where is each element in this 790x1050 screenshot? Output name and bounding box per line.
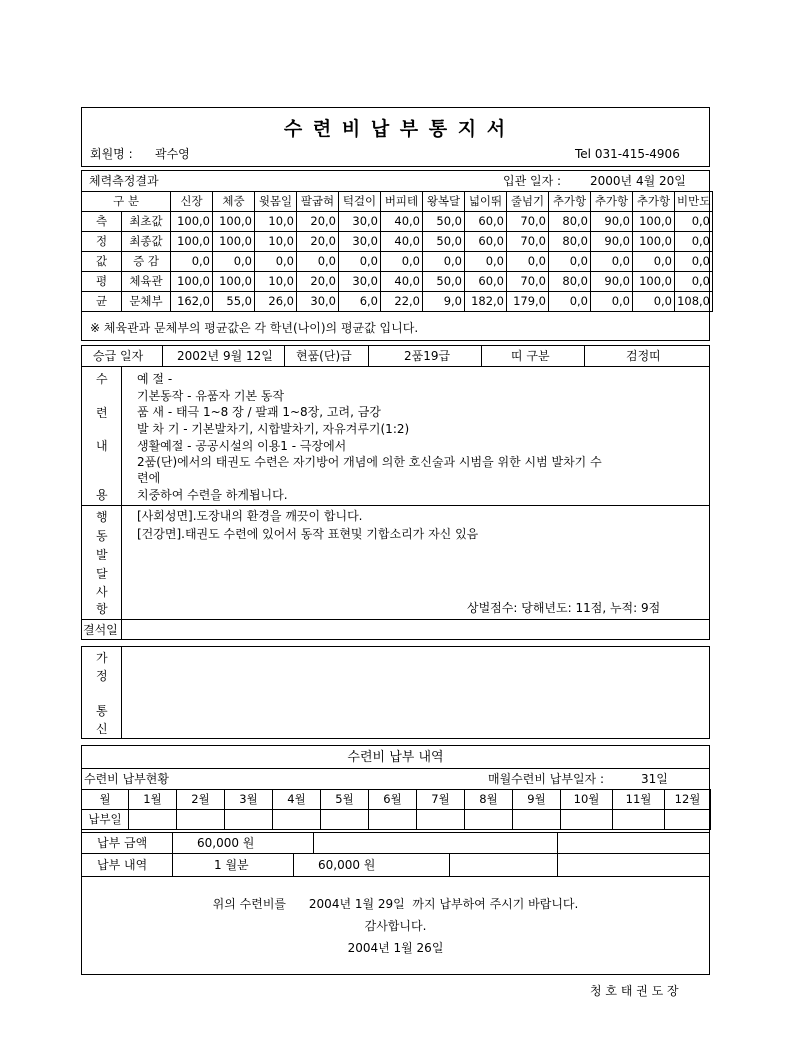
cell: 0,0 [255,252,297,272]
cell: 108,0 [675,292,713,312]
month-cell: 8월 [465,790,513,810]
cell: 179,0 [507,292,549,312]
cell: 55,0 [213,292,255,312]
month-table [81,789,711,830]
home-side-char: 가 [96,651,108,665]
cell: 100,0 [633,272,675,292]
cell: 90,0 [591,272,633,292]
entry-date-label: 입관 일자 : [503,174,562,188]
promotion-date-label: 승급 일자 [93,349,144,363]
home-side-char: 신 [96,722,108,736]
cell: 10,0 [255,232,297,252]
cell: 22,0 [381,292,423,312]
behavior-side-char: 행 [96,510,108,524]
month-cell: 4월 [273,790,321,810]
month-cell: 9월 [513,790,561,810]
paid-day-row [82,810,711,830]
cell: 0,0 [549,292,591,312]
col-header: 추가항 [633,192,675,212]
cell: 0,0 [675,232,713,252]
fitness-row-2 [82,252,713,272]
month-cell: 12월 [665,790,711,810]
behavior-side-char: 동 [96,529,108,543]
cell: 20,0 [297,212,339,232]
behavior-side-char: 사 [96,585,108,599]
paid-day-cell [417,810,465,830]
cell: 0,0 [297,252,339,272]
paid-day-cell [177,810,225,830]
paid-day-cell [665,810,711,830]
content-line: 생활예절 - 공공시설의 이용1 - 극장에서 [137,439,347,453]
member-label: 회원명 : [90,147,133,161]
cell: 30,0 [339,272,381,292]
col-header: 윗몸일 [255,192,297,212]
month-cell: 2월 [177,790,225,810]
cell: 0,0 [339,252,381,272]
col-header: 턱걸이 [339,192,381,212]
cell: 10,0 [255,212,297,232]
content-line: 2품(단)에서의 태권도 수련은 자기방어 개념에 의한 호신술과 시범을 위한 시범 발차기 수 [137,455,602,469]
row-label: 최종값 [122,232,171,252]
month-cell: 1월 [129,790,177,810]
category-header: 구 분 [82,192,171,212]
cell: 80,0 [549,232,591,252]
col-header: 줄넘기 [507,192,549,212]
cell: 0,0 [675,272,713,292]
home-communication-section [81,646,710,739]
cell: 80,0 [549,272,591,292]
cell: 0,0 [633,292,675,312]
cell: 70,0 [507,232,549,252]
month-cell: 3월 [225,790,273,810]
payment-notice: 위의 수련비를 2004년 1월 29일 까지 납부하여 주시기 바랍니다. [212,897,579,911]
content-line: 예 절 - [137,372,173,386]
cell: 0,0 [675,252,713,272]
col-header: 비만도 [675,192,713,212]
fitness-header-row [82,192,713,212]
payment-status-label: 수련비 납부현황 [84,772,169,786]
col-header: 추가항 [591,192,633,212]
fitness-row-3 [82,272,713,292]
cell: 0,0 [213,252,255,272]
paid-day-cell [465,810,513,830]
cell: 0,0 [591,252,633,272]
fitness-note: ※ 체육관과 문체부의 평균값은 각 학년(나이)의 평균값 입니다. [90,321,419,335]
cell: 162,0 [171,292,213,312]
member-name: 곽수영 [155,147,190,161]
cell: 70,0 [507,272,549,292]
cell: 40,0 [381,272,423,292]
group-avg-char: 균 [82,292,122,312]
cell: 70,0 [507,212,549,232]
cell: 10,0 [255,272,297,292]
monthly-due-label: 매월수련비 납부일자 : [488,772,605,786]
cell: 60,0 [465,212,507,232]
fitness-table [81,191,713,312]
paid-day-cell [225,810,273,830]
detail-month: 1 월분 [214,858,249,872]
month-header-row [82,790,711,810]
fitness-section-title: 체력측정결과 [89,174,159,188]
paid-day-cell [273,810,321,830]
score-summary: 상벌점수: 당해년도: 11점, 누적: 9점 [467,601,661,615]
col-header: 팔굽혀 [297,192,339,212]
cell: 100,0 [213,212,255,232]
col-header: 버피테 [381,192,423,212]
home-side-char: 통 [96,704,108,718]
behavior-side-char: 달 [96,567,108,581]
cell: 9,0 [423,292,465,312]
paid-day-cell [513,810,561,830]
phone-number: Tel 031-415-4906 [575,147,680,161]
row-label: 증 감 [122,252,171,272]
col-header: 체중 [213,192,255,212]
cell: 0,0 [507,252,549,272]
cell: 60,0 [465,272,507,292]
amount-value: 60,000 원 [197,836,255,850]
content-line: 발 차 기 - 기본발차기, 시합발차기, 자유겨루기(1:2) [137,422,410,436]
month-cell: 6월 [369,790,417,810]
detail-label: 납부 내역 [97,858,148,872]
cell: 40,0 [381,212,423,232]
paid-day-cell [129,810,177,830]
cell: 60,0 [465,232,507,252]
cell: 0,0 [171,252,213,272]
detail-amount: 60,000 원 [318,858,376,872]
col-header: 넓이뛰 [465,192,507,212]
cell: 30,0 [339,212,381,232]
paid-day-cell [561,810,613,830]
cell: 30,0 [297,292,339,312]
cell: 100,0 [633,212,675,232]
behavior-side-char: 항 [96,602,108,616]
cell: 100,0 [171,232,213,252]
group-measure-char: 측 [82,212,122,232]
content-line: 치중하여 수련을 하게됩니다. [137,488,288,502]
document-title: 수 련 비 납 부 통 지 서 [283,118,508,140]
behavior-side-char: 발 [96,548,108,562]
cell: 100,0 [633,232,675,252]
cell: 0,0 [675,212,713,232]
amount-label: 납부 금액 [97,836,148,850]
paid-day-cell [321,810,369,830]
cell: 0,0 [423,252,465,272]
fitness-row-0 [82,212,713,232]
current-rank-label: 현품(단)급 [296,349,352,363]
col-header: 추가항 [549,192,591,212]
col-header: 왕복달 [423,192,465,212]
cell: 100,0 [171,272,213,292]
absence-label: 결석일 [83,623,118,637]
cell: 0,0 [591,292,633,312]
cell: 0,0 [381,252,423,272]
row-label: 최초값 [122,212,171,232]
content-side-char: 수 [96,372,108,386]
thanks-text: 감사합니다. [364,919,427,933]
month-header: 월 [82,790,129,810]
belt-value: 검정띠 [626,349,661,363]
cell: 100,0 [213,232,255,252]
cell: 0,0 [549,252,591,272]
content-line: 품 새 - 태극 1~8 장 / 팔괘 1~8장, 고려, 금강 [137,405,381,419]
content-line: 기본동작 - 유품자 기본 동작 [137,389,285,403]
school-name: 청 호 태 권 도 장 [590,984,679,998]
paid-day-label: 납부일 [82,810,129,830]
notice-date: 2004년 1월 26일 [347,941,444,955]
month-cell: 11월 [613,790,665,810]
entry-date: 2000년 4월 20일 [590,174,686,188]
col-header: 신장 [171,192,213,212]
cell: 50,0 [423,232,465,252]
paid-day-cell [369,810,417,830]
monthly-due-day: 31일 [641,772,668,786]
cell: 20,0 [297,232,339,252]
fitness-row-4 [82,292,713,312]
cell: 0,0 [465,252,507,272]
row-label: 체육관 [122,272,171,292]
behavior-line: [건강면].태권도 수련에 있어서 동작 표현및 기합소리가 자신 있음 [137,527,479,541]
behavior-line: [사회성면].도장내의 환경을 깨끗이 합니다. [137,509,363,523]
month-cell: 5월 [321,790,369,810]
group-avg-char: 평 [82,272,122,292]
payment-title: 수련비 납부 내역 [347,750,444,765]
group-measure-char: 정 [82,232,122,252]
content-side-char: 련 [96,406,108,420]
promotion-date: 2002년 9월 12일 [177,349,273,363]
current-rank: 2품19급 [404,349,451,363]
cell: 50,0 [423,212,465,232]
home-side-char: 정 [96,669,108,683]
content-line: 련에 [137,471,161,485]
cell: 6,0 [339,292,381,312]
fitness-row-1 [82,232,713,252]
cell: 0,0 [633,252,675,272]
cell: 182,0 [465,292,507,312]
cell: 30,0 [339,232,381,252]
content-side-char: 용 [96,488,108,502]
cell: 40,0 [381,232,423,252]
content-side-char: 내 [96,439,108,453]
month-cell: 7월 [417,790,465,810]
belt-label: 띠 구분 [511,349,550,363]
cell: 100,0 [213,272,255,292]
row-label: 문체부 [122,292,171,312]
paid-day-cell [613,810,665,830]
cell: 80,0 [549,212,591,232]
cell: 90,0 [591,232,633,252]
month-cell: 10월 [561,790,613,810]
cell: 90,0 [591,212,633,232]
cell: 50,0 [423,272,465,292]
cell: 26,0 [255,292,297,312]
group-measure-char: 값 [82,252,122,272]
cell: 20,0 [297,272,339,292]
cell: 100,0 [171,212,213,232]
